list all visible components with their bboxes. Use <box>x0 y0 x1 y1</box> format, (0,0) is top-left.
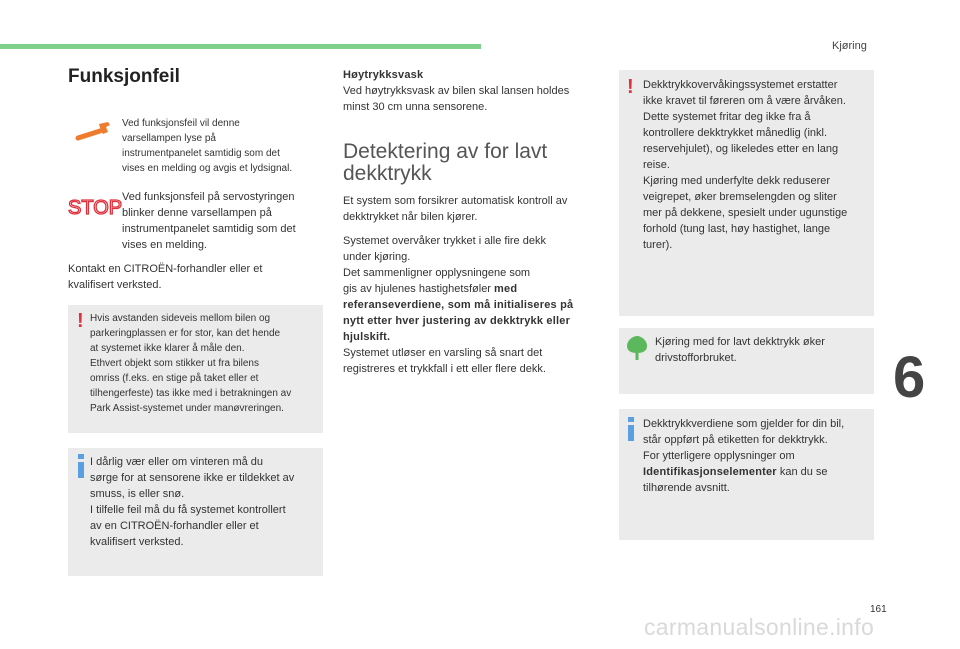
chapter-number: 6 <box>893 345 926 410</box>
watermark: carmanualsonline.info <box>644 614 875 640</box>
warning-box-tyre-monitoring-text: Dekktrykkovervåkingssystemet erstatter ikke kravet til føreren om å være årvåken. Dette systemet fritar deg ikke fra å kontrollere dekktrykket månedlig (inkl. reservehjulet), og likeledes etter en lang reise. Kjøring med underfylte dekk reduserer veigrepet, øker bremselengden og sliter mer på dekkene, spesielt under ugunstige forhold (tung last, høy hastighet, lange turer). <box>643 79 848 251</box>
warning-box-sensors-text: Hvis avstanden sideveis mellom bilen og parkeringplassen er for stor, kan det hende at systemet ikke klarer å måle den. Ethvert objekt som stikker ut fra bilens omriss (f.eks. en stige på taket eller et tilhengerfeste) tas ikke med i betrakningen av Park Assist-systemet under manøvreringen. <box>90 313 292 414</box>
header-accent-bar <box>0 44 481 49</box>
info-icon <box>77 454 85 478</box>
subheading-high-pressure: Høytrykksvask <box>343 69 424 81</box>
info-box-weather-text: I dårlig vær eller om vinteren må du sørge for at sensorene ikke er tildekket av smuss, is eller snø. I tilfelle feil må du få systemet kontrollert av en CITROËN-forhandler eller et kvalifisert verksted. <box>90 456 295 548</box>
warning-icon: ! <box>77 310 84 332</box>
info-box-tyre-pressure-text: Dekktrykkverdiene som gjelder for din bil, står oppført på etiketten for dekktrykk. For ytterligere opplysninger om Identifikasjonselementer kan du se tilhørende avsnitt. <box>643 418 845 494</box>
page-title: Funksjonfeil <box>68 66 180 87</box>
page-number: 161 <box>870 604 887 615</box>
wrench-icon <box>75 120 113 142</box>
stop-warning-text: Ved funksjonsfeil på servostyringen blinker denne varsellampen på instrumentpanelet samtidig som det vises en melding. <box>122 191 296 251</box>
info-icon <box>627 417 635 441</box>
warning-icon: ! <box>627 76 634 98</box>
monitoring-text: Systemet overvåker trykket i alle fire dekk under kjøring. Det sammenligner opplysningene som gis av hjulenes hastighetsføler med referanseverdiene, som må initialiseres på nytt etter hver justering av dekktrykk eller hjulskift. Systemet utløser en varsling så snart det registreres et trykkfall i ett eller flere dekk. <box>343 235 574 375</box>
high-pressure-text: Ved høytrykksvask av bilen skal lansen holdes minst 30 cm unna sensorene. <box>343 85 570 113</box>
svg-text:STOP: STOP <box>68 197 123 219</box>
wrench-warning-text: Ved funksjonsfeil vil denne varsellampen lyse på instrumentpanelet samtidig som det vises en melding og avgis et lydsignal. <box>122 118 293 174</box>
eco-box-text: Kjøring med for lavt dekktrykk øker drivstofforbruket. <box>655 336 825 364</box>
leaf-icon <box>626 335 648 361</box>
contact-text: Kontakt en CITROËN-forhandler eller et kvalifisert verksted. <box>68 263 263 291</box>
intro-text: Et system som forsikrer automatisk kontroll av dekktrykket når bilen kjører. <box>343 195 568 223</box>
stop-icon <box>68 195 123 219</box>
section-heading: Detektering av for lavt dekktrykk <box>343 140 548 185</box>
section-title: Kjøring <box>832 40 867 52</box>
